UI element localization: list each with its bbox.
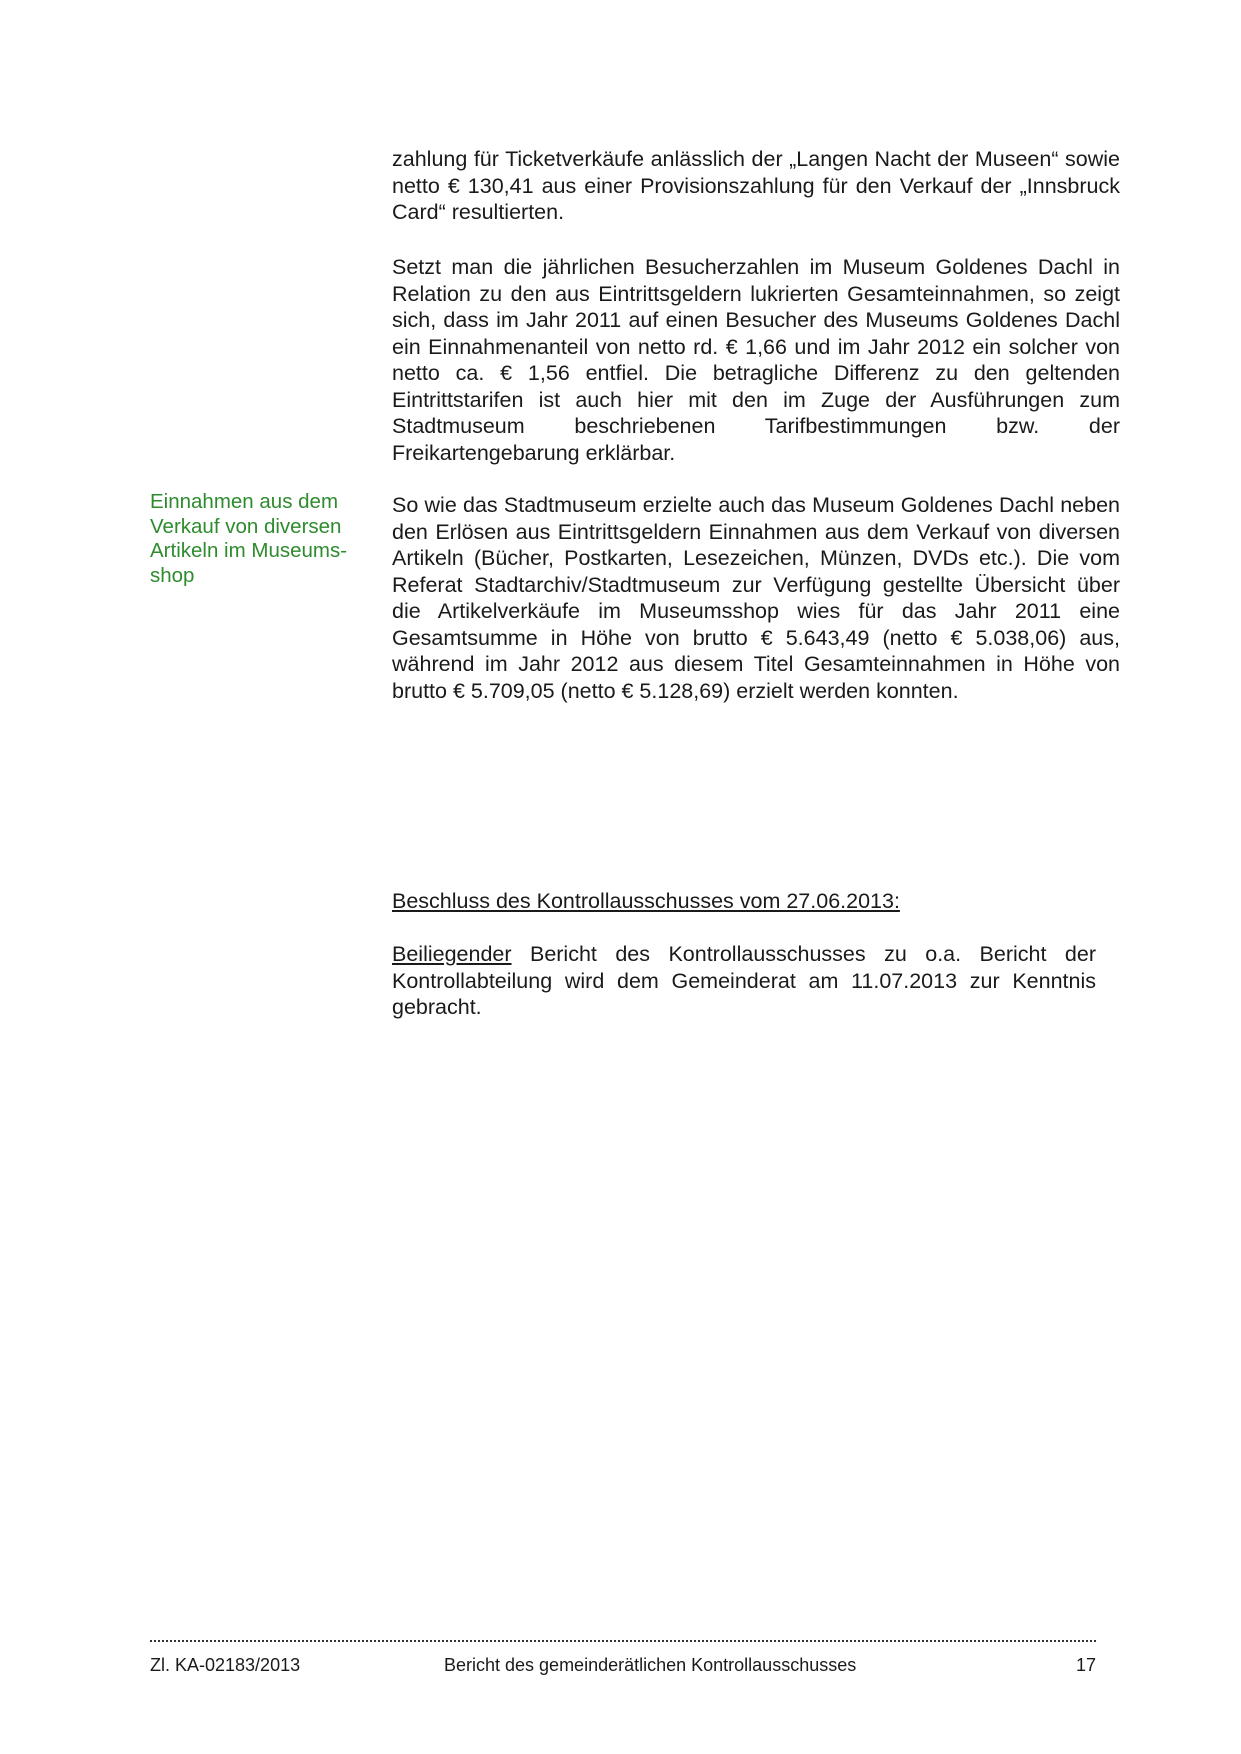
footer-title: Bericht des gemeinderätlichen Kontrollausschusses: [444, 1655, 857, 1675]
margin-note: Einnahmen aus dem Verkauf von diversen Artikeln im Museums-shop: [150, 490, 348, 587]
paragraph-text: So wie das Stadtmuseum erzielte auch das Museum Goldenes Dachl neben den Erlösen aus Eintrittsgeldern Einnahmen aus dem Verkauf von diversen Artikeln (Bücher, Postkarten, Lesezeichen, Münzen, DVDs etc.). Die vom Referat Stadtarchiv/Stadtmuseum zur Verfügung gestellte Übersicht über die Artikelverkäufe im Museumsshop wies für das Jahr 2011 eine Gesamtsumme in Höhe von brutto € 5.643,49 (netto € 5.038,06) aus, während im Jahr 2012 aus diesem Titel Gesamteinnahmen in Höhe von brutto € 5.709,05 (netto € 5.128,69) erzielt werden konnten.: [392, 493, 1120, 703]
paragraph-visitor-revenue: [392, 254, 1120, 466]
page-number: 17: [1075, 1655, 1096, 1675]
resolution-heading: Beschluss des Kontrollausschusses vom 27.06.2013:: [392, 889, 900, 913]
footer-divider: [150, 1640, 1096, 1642]
paragraph-text: zahlung für Ticketverkäufe anlässlich der „Langen Nacht der Museen“ sowie netto € 130,41 aus einer Provisionszahlung für den Verkauf der „Innsbruck Card“ resultierten.: [392, 147, 1120, 224]
footer-reference: Zl. KA-02183/2013: [150, 1655, 301, 1675]
resolution-body: [392, 941, 1096, 1021]
resolution-text: Bericht des Kontrollausschusses zu o.a. Bericht der Kontrollabteilung wird dem Gemeinderat am 11.07.2013 zur Kenntnis gebracht.: [392, 942, 1096, 1019]
paragraph-text: Setzt man die jährlichen Besucherzahlen im Museum Goldenes Dachl in Relation zu den aus Eintrittsgeldern lukrierten Gesamteinnahmen, so zeigt sich, dass im Jahr 2011 auf einen Besucher des Museums Goldenes Dachl ein Einnahmenanteil von netto rd. € 1,66 und im Jahr 2012 ein solcher von netto ca. € 1,56 entfiel. Die betragliche Differenz zu den geltenden Eintrittstarifen ist auch hier mit den im Zuge der Ausführungen zum Stadtmuseum beschriebenen Tarifbestimmungen bzw. der Freikartengebarung erklärbar.: [392, 255, 1120, 465]
paragraph-museum-shop: [392, 492, 1120, 704]
paragraph-ticket-sales: [392, 146, 1120, 226]
resolution-lead-word: Beiliegender: [392, 942, 512, 966]
